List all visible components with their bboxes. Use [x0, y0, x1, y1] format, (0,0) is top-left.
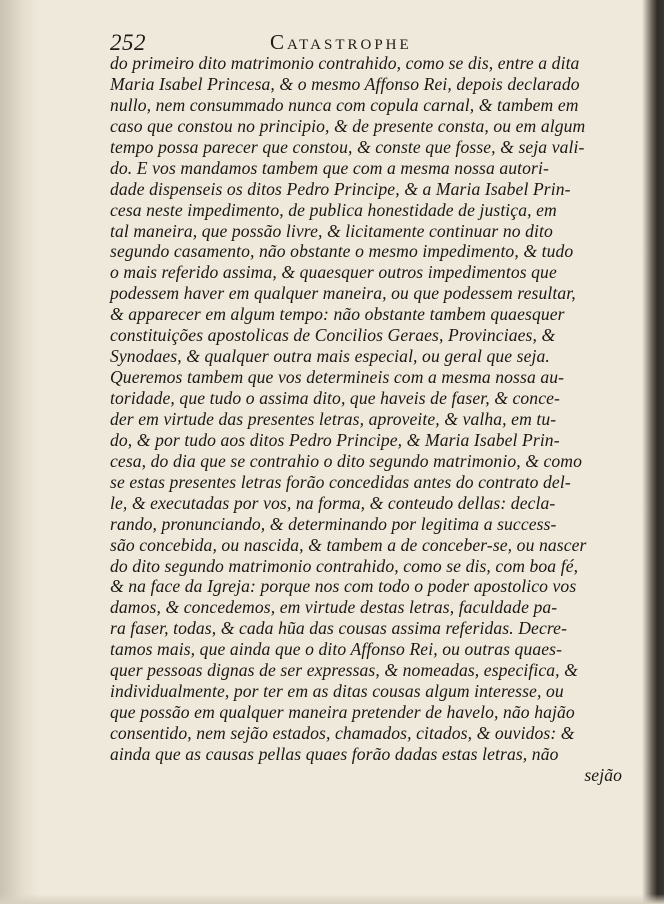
text-line: toridade, que tudo o assima dito, que haveis de faser, & conce-	[110, 388, 560, 408]
text-line: nullo, nem consummado nunca com copula carnal, & tambem em	[110, 94, 579, 115]
gutter-shadow	[0, 0, 40, 904]
text-line: tempo possa parecer que constou, & conste que fosse, & seja vali-	[110, 136, 585, 157]
text-line: Maria Isabel Princesa, & o mesmo Affonso Rei, depois declarado	[110, 73, 580, 94]
text-line: dade dispenseis os ditos Pedro Principe, & a Maria Isabel Prin-	[110, 178, 571, 199]
text-line: do. E vos mandamos tambem que com a mesma nossa autori-	[110, 157, 549, 178]
page-bottom-edge	[0, 894, 664, 904]
text-line: Queremos tambem que vos determineis com a mesma nossa au-	[110, 367, 565, 388]
text-line: rando, pronunciando, & determinando por legitima a success-	[110, 513, 557, 534]
text-line: Synodaes, & qualquer outra mais especial, ou geral que seja.	[110, 346, 550, 367]
text-line: que possão em qualquer maneira pretender de havelo, não hajão	[110, 702, 575, 723]
text-line: & apparecer em algum tempo: não obstante tambem quaesquer	[110, 304, 565, 325]
text-line: do primeiro dito matrimonio contrahido, como se dis, entre a dita	[110, 53, 580, 73]
text-line: individualmente, por ter em as ditas cousas algum interesse, ou	[110, 681, 564, 702]
text-line: o mais referido assima, & quaesquer outros impedimentos que	[110, 262, 557, 283]
text-line: consentido, nem sejão estados, chamados, citados, & ouvidos: &	[110, 723, 575, 743]
text-line: cesa, do dia que se contrahio o dito segundo matrimonio, & como	[110, 450, 583, 471]
page-edge	[642, 0, 664, 904]
text-line: caso que constou no principio, & de presente consta, ou em algum	[110, 115, 586, 136]
text-line: ainda que as causas pellas quaes forão dadas estas letras, não	[110, 743, 559, 764]
text-line: tamos mais, que ainda que o dito Affonso Rei, ou outras quaes-	[110, 639, 563, 660]
page-number: 252	[110, 30, 146, 55]
text-line: do, & por tudo aos ditos Pedro Principe, & Maria Isabel Prin-	[110, 429, 560, 450]
body-text	[110, 53, 622, 786]
text-line: constituições apostolicas de Concilios Geraes, Provinciaes, &	[110, 325, 556, 346]
text-line: ra faser, todas, & cada hũa das cousas assima referidas. Decre-	[110, 618, 568, 639]
text-line: quer pessoas dignas de ser expressas, & nomeadas, especifica, &	[110, 660, 578, 681]
text-line: le, & executadas por vos, na forma, & conteudo dellas: decla-	[110, 492, 556, 513]
text-line: damos, & concedemos, em virtude destas letras, faculdade pa-	[110, 597, 558, 618]
text-line: são concebida, ou nascida, & tambem a de conceber-se, ou nascer	[110, 534, 587, 555]
text-line: do dito segundo matrimonio contrahido, como se dis, com boa fé,	[110, 555, 579, 576]
text-line: tal maneira, que possão livre, & licitamente continuar no dito	[110, 220, 553, 241]
catchword: sejão	[584, 764, 622, 785]
text-line: segundo casamento, não obstante o mesmo impedimento, & tudo	[110, 241, 574, 262]
text-line: der em virtude das presentes letras, aproveite, & valha, em tu-	[110, 408, 557, 429]
text-line: podessem haver em qualquer maneira, ou que podessem resultar,	[110, 283, 576, 304]
text-line: & na face da Igreja: porque nos com todo o poder apostolico vos	[110, 576, 577, 597]
text-line: se estas presentes letras forão concedidas antes do contrato del-	[110, 471, 571, 492]
running-title: Catastrophe	[270, 30, 412, 54]
text-line: cesa neste impedimento, de publica honestidade de justiça, em	[110, 199, 557, 220]
